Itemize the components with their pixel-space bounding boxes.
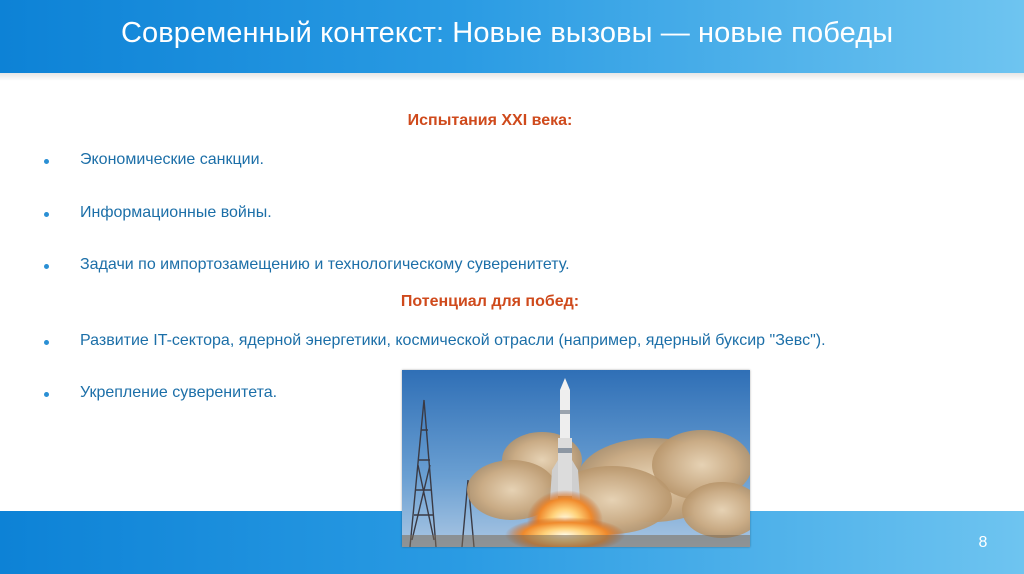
- slide-title: Современный контекст: Новые вызовы — новые победы: [121, 17, 894, 49]
- page-number: 8: [978, 534, 988, 551]
- section-heading-potential: Потенциал для побед:: [400, 293, 580, 310]
- section-heading-challenges: Испытания XXI века:: [407, 112, 573, 129]
- rocket-launch-photo: [402, 370, 750, 547]
- bullet-icon: [44, 159, 49, 164]
- list-item-text: Задачи по импортозамещению и технологическому суверенитету.: [80, 256, 570, 273]
- list-item-text: Экономические санкции.: [80, 151, 264, 168]
- bullet-icon: [44, 264, 49, 269]
- header-shadow: [0, 73, 1024, 81]
- bullet-icon: [44, 340, 49, 345]
- list-item-text: Развитие IT-сектора, ядерной энергетики, космической отрасли (например, ядерный буксир "Зевс").: [80, 332, 826, 349]
- list-item-text: Информационные войны.: [80, 204, 272, 221]
- bullet-icon: [44, 392, 49, 397]
- list-item-text: Укрепление суверенитета.: [80, 384, 278, 401]
- bullet-icon: [44, 212, 49, 217]
